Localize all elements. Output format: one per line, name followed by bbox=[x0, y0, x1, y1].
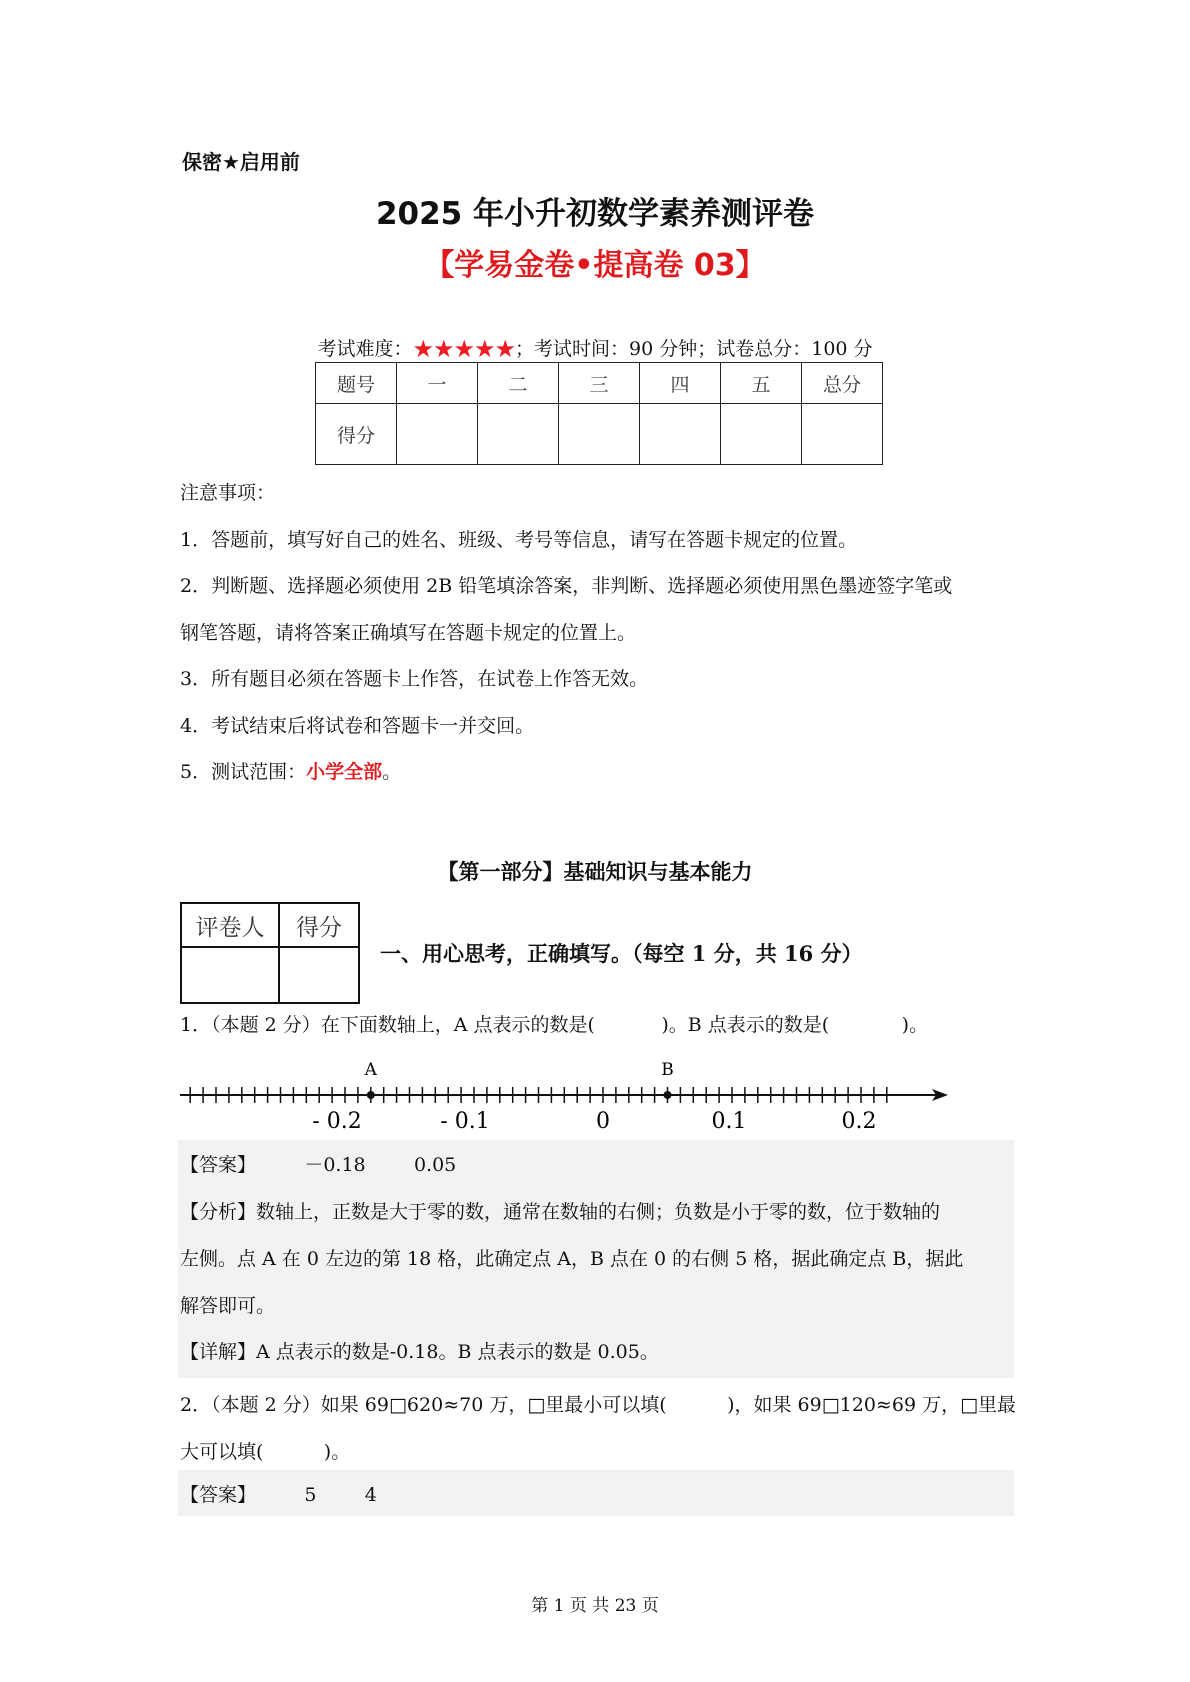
answer-2: 【答案】 5 4 bbox=[180, 1484, 377, 1506]
tick-label: 0.2 bbox=[841, 1109, 877, 1134]
question-2: 2．（本题 2 分）如果 69□620≈70 万，□里最小可以填( )，如果 69□120≈69 万，□里最 bbox=[180, 1394, 1017, 1416]
note-item: 3．所有题目必须在答题卡上作答，在试卷上作答无效。 bbox=[180, 668, 649, 690]
answer-block-2 bbox=[178, 1470, 1014, 1516]
analysis-line: 左侧。点 A 在 0 左边的第 18 格，此确定点 A，B 点在 0 的右侧 5 格，据此确定点 B，据此 bbox=[180, 1248, 964, 1270]
note-scope bbox=[180, 749, 1020, 796]
score-header-cell: 三 bbox=[559, 363, 640, 404]
score-header-cell: 二 bbox=[478, 363, 559, 404]
point-a-label: A bbox=[364, 1060, 377, 1080]
question-2-cont: 大可以填( )。 bbox=[180, 1441, 351, 1463]
score-row-label: 得分 bbox=[316, 404, 397, 465]
answer-1: 【答案】 －0.18 0.05 bbox=[180, 1154, 457, 1176]
tick-label: 0.1 bbox=[711, 1109, 747, 1134]
score-table bbox=[315, 362, 883, 465]
score-header-cell: 总分 bbox=[802, 363, 883, 404]
number-line bbox=[0, 1055, 1190, 1135]
notes-section bbox=[180, 470, 1020, 796]
note-item: 4．考试结束后将试卷和答题卡一并交回。 bbox=[180, 714, 535, 737]
question-1: 1．（本题 2 分）在下面数轴上，A 点表示的数是( )。B 点表示的数是( )。 bbox=[180, 1014, 929, 1036]
answer-block-1 bbox=[178, 1140, 1014, 1378]
difficulty-stars-icon: ★★★★★ bbox=[412, 335, 516, 363]
grader-label: 评卷人 bbox=[181, 903, 279, 947]
point-b-label: B bbox=[661, 1060, 674, 1080]
page-footer: 第 1 页 共 23 页 bbox=[531, 1596, 659, 1616]
grader-score-label: 得分 bbox=[279, 903, 359, 947]
scope-prefix: 5．测试范围： bbox=[180, 761, 307, 783]
score-cell bbox=[559, 404, 640, 465]
score-cell bbox=[397, 404, 478, 465]
score-cell bbox=[802, 404, 883, 465]
analysis-line: 【分析】数轴上，正数是大于零的数，通常在数轴的右侧；负数是小于零的数，位于数轴的 bbox=[180, 1201, 941, 1223]
score-cell bbox=[478, 404, 559, 465]
tick-label: - 0.1 bbox=[440, 1109, 490, 1134]
note-item: 1．答题前，填写好自己的姓名、班级、考号等信息，请写在答题卡规定的位置。 bbox=[180, 528, 858, 551]
page-title: 2025 年小升初数学素养测评卷 bbox=[375, 196, 815, 232]
confidential-label: 保密★启用前 bbox=[182, 150, 300, 174]
point-a-dot bbox=[367, 1091, 375, 1099]
exam-meta bbox=[0, 334, 1190, 363]
score-header-cell: 题号 bbox=[316, 363, 397, 404]
tick-label: 0 bbox=[596, 1109, 610, 1134]
score-header-cell: 一 bbox=[397, 363, 478, 404]
section-heading: 一、用心思考，正确填写。（每空 1 分，共 16 分） bbox=[380, 941, 863, 966]
analysis-line: 解答即可。 bbox=[180, 1295, 276, 1317]
score-cell bbox=[640, 404, 721, 465]
notes-heading: 注意事项： bbox=[180, 482, 276, 504]
scope-value: 小学全部 bbox=[306, 761, 383, 783]
tick-label: - 0.2 bbox=[312, 1109, 362, 1134]
note-item: 钢笔答题，请将答案正确填写在答题卡规定的位置上。 bbox=[180, 621, 637, 644]
grader-box bbox=[180, 902, 360, 1004]
part-title: 【第一部分】基础知识与基本能力 bbox=[437, 860, 753, 884]
scope-suffix: 。 bbox=[382, 761, 402, 783]
score-header-cell: 五 bbox=[721, 363, 802, 404]
score-header-cell: 四 bbox=[640, 363, 721, 404]
detail-line: 【详解】A 点表示的数是-0.18。B 点表示的数是 0.05。 bbox=[180, 1341, 659, 1363]
grader-cell bbox=[279, 947, 359, 1003]
point-b-dot bbox=[664, 1091, 672, 1099]
difficulty-label: 考试难度： bbox=[317, 338, 413, 360]
exam-time-info: ；考试时间：90 分钟；试卷总分：100 分 bbox=[515, 338, 873, 360]
paper-subtitle: 【学易金卷•提高卷 03】 bbox=[424, 248, 766, 283]
grader-cell bbox=[181, 947, 279, 1003]
note-item: 2．判断题、选择题必须使用 2B 铅笔填涂答案，非判断、选择题必须使用黑色墨迹签字笔或 bbox=[180, 575, 953, 597]
score-cell bbox=[721, 404, 802, 465]
